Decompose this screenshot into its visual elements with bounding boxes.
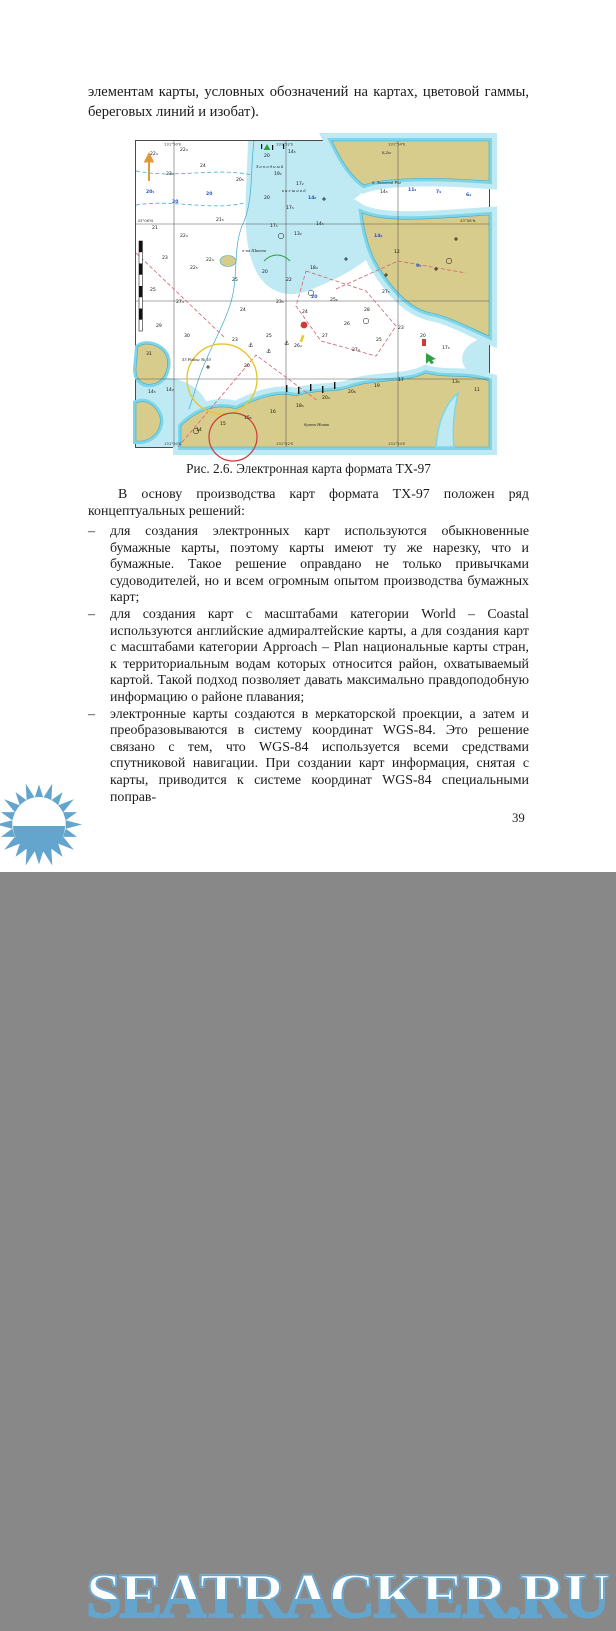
figure-caption: Рис. 2.6. Электронная карта формата ТХ-97 bbox=[186, 461, 431, 476]
bullet-text: для создания электронных карт используются обыкновенные бумажные карты, поэтому карты имеют ту же нарезку, что и бумажные. Такое решение оправдано не только привычками судоводителей, но и всем огромным опытом производства бумажных карт; bbox=[110, 524, 529, 606]
svg-text:27: 27 bbox=[322, 334, 328, 339]
svg-text:25: 25 bbox=[150, 288, 156, 293]
svg-text:23₄: 23₄ bbox=[166, 172, 174, 177]
svg-text:27₄: 27₄ bbox=[352, 348, 360, 353]
svg-text:6₂: 6₂ bbox=[466, 193, 472, 198]
svg-text:20: 20 bbox=[172, 200, 179, 205]
bullet-marker: – bbox=[88, 524, 95, 539]
svg-text:⚓: ⚓ bbox=[284, 340, 290, 347]
svg-text:131°54'E: 131°54'E bbox=[388, 141, 406, 147]
svg-text:22₄: 22₄ bbox=[206, 258, 214, 263]
svg-text:13₅: 13₅ bbox=[452, 380, 460, 385]
svg-text:17₅: 17₅ bbox=[286, 206, 294, 211]
svg-text:6,2м: 6,2м bbox=[382, 150, 391, 155]
body-paragraph: В основу производства карт формата ТХ-97 положен ряд концептуальных решений: bbox=[88, 487, 529, 519]
svg-text:14₅: 14₅ bbox=[148, 390, 156, 395]
svg-text:20: 20 bbox=[206, 192, 213, 197]
svg-text:22: 22 bbox=[286, 278, 292, 283]
bullet-text: для создания карт с масштабами категории World – Coastal используются английские адмиралтейские карты, а для создания карт с масштабами категории Approach – Plan национальные карты стран, к территориальным водам которых относится район, охватываемый картой. Такой подход позволяет давать максимально правдоподобную информацию о районе плавания; bbox=[110, 606, 529, 705]
svg-text:15: 15 bbox=[220, 422, 226, 427]
svg-text:23: 23 bbox=[398, 326, 404, 331]
svg-text:31: 31 bbox=[146, 352, 152, 357]
svg-text:20: 20 bbox=[244, 364, 250, 369]
svg-text:26₄: 26₄ bbox=[294, 344, 302, 349]
svg-text:14₈: 14₈ bbox=[374, 234, 383, 239]
svg-text:14₂: 14₂ bbox=[166, 388, 174, 393]
svg-text:131°52'E: 131°52'E bbox=[276, 141, 294, 147]
nautical-chart-figure bbox=[135, 140, 490, 448]
svg-text:17₅: 17₅ bbox=[442, 346, 450, 351]
chart-svg bbox=[136, 141, 489, 447]
svg-text:б. Золотой Рог: б. Золотой Рог bbox=[372, 180, 402, 185]
svg-text:20₄: 20₄ bbox=[146, 190, 155, 195]
svg-text:в н е ш н и й: в н е ш н и й bbox=[282, 188, 306, 193]
svg-text:17: 17 bbox=[398, 378, 404, 383]
svg-text:30: 30 bbox=[184, 334, 190, 339]
svg-text:З а п а д н ы й: З а п а д н ы й bbox=[256, 164, 284, 169]
svg-text:бухта Новик: бухта Новик bbox=[304, 422, 330, 427]
svg-text:16: 16 bbox=[270, 410, 276, 415]
svg-text:24: 24 bbox=[200, 164, 206, 169]
land-north-shore bbox=[332, 141, 489, 185]
svg-text:14₅: 14₅ bbox=[316, 222, 324, 227]
intro-paragraph: элементам карты, условных обозначений на картах, цветовой гаммы, береговых линий и изобат). bbox=[88, 84, 529, 120]
svg-text:25: 25 bbox=[232, 278, 238, 283]
svg-text:23: 23 bbox=[232, 338, 238, 343]
svg-text:22₅: 22₅ bbox=[190, 266, 198, 271]
svg-text:о-ов Шкота: о-ов Шкота bbox=[242, 248, 266, 253]
svg-text:14: 14 bbox=[196, 428, 202, 433]
svg-text:27₅: 27₅ bbox=[382, 290, 390, 295]
bullet-item bbox=[88, 524, 529, 607]
svg-text:22₄: 22₄ bbox=[180, 234, 188, 239]
svg-text:131°54'E: 131°54'E bbox=[388, 441, 406, 446]
svg-text:14₅: 14₅ bbox=[380, 190, 388, 195]
svg-text:11₅: 11₅ bbox=[408, 188, 417, 193]
svg-text:23: 23 bbox=[162, 256, 168, 261]
shkota-island bbox=[220, 256, 236, 267]
svg-text:17₅: 17₅ bbox=[270, 224, 278, 229]
svg-text:⚓: ⚓ bbox=[248, 342, 254, 349]
danger-mark-dot bbox=[301, 322, 308, 329]
svg-text:20₆: 20₆ bbox=[348, 390, 356, 395]
svg-text:22₄: 22₄ bbox=[150, 152, 158, 157]
svg-text:25: 25 bbox=[376, 338, 382, 343]
svg-text:20: 20 bbox=[262, 270, 268, 275]
svg-text:20: 20 bbox=[420, 334, 426, 339]
svg-text:131°52'E: 131°52'E bbox=[276, 441, 294, 446]
svg-text:131°50'E: 131°50'E bbox=[164, 441, 182, 446]
sun-logo-icon bbox=[0, 782, 81, 872]
svg-text:28: 28 bbox=[364, 308, 370, 313]
svg-text:14₆: 14₆ bbox=[308, 196, 317, 201]
svg-text:21₅: 21₅ bbox=[216, 218, 224, 223]
bullet-item bbox=[88, 607, 529, 707]
svg-text:43°06'N: 43°06'N bbox=[460, 218, 476, 223]
svg-text:20: 20 bbox=[264, 154, 270, 159]
svg-text:15₅: 15₅ bbox=[244, 416, 252, 421]
svg-text:24: 24 bbox=[302, 310, 308, 315]
svg-text:26: 26 bbox=[344, 322, 350, 327]
svg-text:12: 12 bbox=[394, 250, 400, 255]
red-beacon bbox=[422, 339, 426, 346]
svg-text:21: 21 bbox=[152, 226, 158, 231]
svg-text:25₆: 25₆ bbox=[330, 298, 338, 303]
svg-text:11: 11 bbox=[474, 388, 480, 393]
svg-text:13₂: 13₂ bbox=[294, 232, 302, 237]
watermark-text: SEATRACKER.RU bbox=[86, 1560, 609, 1631]
bullet-marker: – bbox=[88, 706, 95, 722]
svg-text:29: 29 bbox=[156, 324, 162, 329]
svg-text:17₂: 17₂ bbox=[296, 182, 304, 187]
svg-text:20: 20 bbox=[264, 196, 270, 201]
bullet-text: электронные карты создаются в меркаторской проекции, а затем и преобразовываются в систему координат WGS-84. Это решение связано с тем, что WGS-84 используется всеми средствами спутниковой навигации. При создании карт информация, снятая с карты, приводится к системе координат WGS-84 специальными поправ- bbox=[110, 706, 529, 805]
bullet-list bbox=[88, 524, 529, 806]
svg-text:20₅: 20₅ bbox=[236, 178, 244, 183]
svg-text:20: 20 bbox=[311, 295, 318, 300]
bullet-marker: – bbox=[88, 606, 95, 622]
svg-text:131°50'E: 131°50'E bbox=[164, 141, 182, 147]
svg-text:22₄: 22₄ bbox=[180, 148, 188, 153]
svg-text:⚓: ⚓ bbox=[266, 348, 272, 355]
svg-text:43°06'N: 43°06'N bbox=[137, 218, 153, 223]
svg-text:18₅: 18₅ bbox=[296, 404, 304, 409]
svg-text:24: 24 bbox=[240, 308, 246, 313]
svg-text:27₄: 27₄ bbox=[176, 300, 184, 305]
svg-text:20₄: 20₄ bbox=[322, 396, 330, 401]
svg-text:19: 19 bbox=[374, 384, 380, 389]
svg-text:14₅: 14₅ bbox=[288, 150, 296, 155]
svg-text:53 Район № 10: 53 Район № 10 bbox=[182, 357, 211, 362]
svg-text:7₉: 7₉ bbox=[436, 190, 442, 195]
svg-text:25: 25 bbox=[266, 334, 272, 339]
svg-text:18₄: 18₄ bbox=[310, 266, 318, 271]
page-number: 39 bbox=[512, 811, 525, 825]
svg-text:19₂: 19₂ bbox=[274, 172, 282, 177]
svg-text:23₅: 23₅ bbox=[276, 300, 284, 305]
latitude-scale-bar bbox=[139, 241, 142, 331]
svg-text:9₅: 9₅ bbox=[416, 264, 422, 269]
